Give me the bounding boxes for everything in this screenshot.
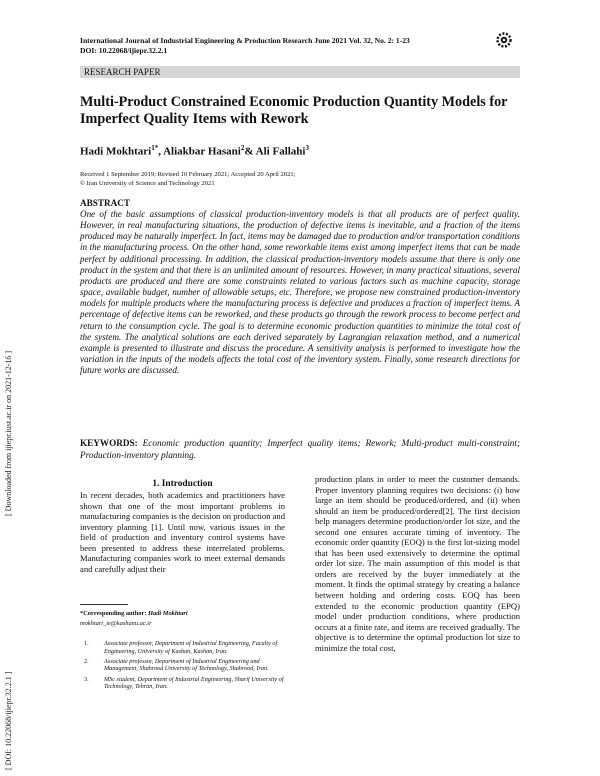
corresponding-label: *Corresponding author: [80, 610, 149, 617]
footnote-rule [80, 604, 128, 605]
footnote-number: 2. [84, 657, 89, 665]
footnote-text: Associate professor, Department of Industrial Engineering and Management, Shahrood University of Technology, Shahrood, Iran. [104, 657, 269, 673]
doi-line: DOI: 10.22068/ijiepr.32.2.1 [80, 46, 168, 55]
footnote [80, 676, 285, 691]
journal-header [80, 36, 520, 56]
side-watermark [0, 0, 22, 776]
corresponding-name: Hadi Mokhtari [148, 610, 188, 617]
introduction-column-2: production plans in order to meet the customer demands. Proper inventory planning requires two decisions: (i) how large an item should be produced/ordered, and (ii) when should an item be produced/ordered[2]. The first decision help managers determine production/order lot size, and the second one ensures accurate timing of inventory. The economic order quantity (EOQ) is the first lot-sizing model that has been used extensively to determine the optimal order lot size. The main assumption of this model is that orders are received by the buyer immediately at the moment. It finds the optimal strategy by creating a balance between holding and ordering costs. EOQ has been extended to the economic production quantity (EPQ) model under production conditions, where production occurs at a finite rate, and items are received gradually. The objective is to determine the optimal production lot size to minimize the total cost, [315, 474, 520, 653]
download-stamp: [ Downloaded from ijiepr.iust.ac.ir on 2021-12-16 ] [4, 350, 13, 516]
footnote-text: MSc student, Department of Industrial Engineering, Sharif University of Technology, Tehran, Iran. [104, 675, 284, 691]
journal-line: International Journal of Industrial Engineering & Production Research June 2021 Vol. 32, No. 2: 1-23 [80, 36, 410, 45]
footnote [80, 640, 285, 655]
footnotes [80, 640, 285, 693]
keywords [80, 438, 520, 461]
copyright-line: © Iran University of Science and Technology 2021 [80, 180, 215, 187]
journal-logo-icon [494, 30, 514, 50]
author-affiliation: 2 [240, 144, 245, 152]
abstract-text: One of the basic assumptions of classical production-inventory models is that all products are of perfect quality. However, in real manufacturing situations, the production of defective items is inevitable, and a fraction of the items produced may be naturally imperfect. In fact, items may be damaged due to production and/or transportation conditions in the manufacturing process. On the other hand, some reworkable items exist among imperfect items that can be made perfect by additional processing. In addition, the classical production-inventory models assume that there is only one product in the system and that there is an unlimited amount of resources. However, in many practical situations, several products are produced and there are some constraints related to various factors such as machine capacity, storage space, available budget, number of allowable setups, etc. Therefore, we propose new constrained production-inventory models for multiple products where the manufacturing process is defective and produces a fraction of imperfect items. A percentage of defective items can be reworked, and these products go through the rework process to become perfect and return to the consumption cycle. The goal is to determine economic production quantities to minimize the total cost of the system. The analytical solutions are each derived separately by Lagrangian relaxation method, and a numerical example is presented to illustrate and discuss the procedure. A sensitivity analysis is performed to investigate how the variation in the inputs of the models affects the total cost of the inventory system. Finally, some research directions for future works are discussed. [80, 209, 520, 376]
corresponding-author [80, 609, 285, 628]
author-name: Ali Fallahi [255, 145, 306, 158]
doi-stamp: [ DOI: 10.22068/ijiepr.32.2.1 ] [4, 671, 13, 770]
abstract-heading: ABSTRACT [80, 198, 131, 208]
keywords-text: Economic production quantity; Imperfect quality items; Rework; Multi-product multi-constraint; Production-inventory planning. [80, 438, 521, 460]
corresponding-email: mokhtari_ie@kashanu.ac.ir [80, 619, 152, 627]
received-dates: Received 1 September 2019; Revised 10 February 2021; Accepted 20 April 2021; [80, 171, 296, 178]
section-label: RESEARCH PAPER [80, 66, 520, 78]
footnote-number: 1. [84, 640, 89, 647]
keywords-label: KEYWORDS: [80, 438, 138, 448]
author-name: Hadi Mokhtari [80, 145, 152, 158]
introduction-column-1: In recent decades, both academics and practitioners have shown that one of the most important problems in manufacturing companies is the decision on production and inventory planning [1]. Until now, various issues in the field of production and inventory control systems have been presented to address these interrelated problems. Manufacturing companies work to meet external demands and carefully adjust their [80, 490, 286, 574]
author-separator: & [244, 145, 256, 158]
author-affiliation: 3 [305, 144, 309, 152]
author-separator: , [158, 145, 164, 158]
footnote-text: Associate professor, Department of Industrial Engineering, Faculty of Engineering, University of Kashan, Kashan, Iran. [104, 640, 278, 655]
author-name: Aliakbar Hasani [163, 145, 241, 158]
paper-title: Multi-Product Constrained Economic Production Quantity Models for Imperfect Quality Items with Rework [80, 94, 508, 127]
author-list [80, 144, 309, 158]
author-affiliation: 1* [151, 144, 159, 152]
footnote-number: 3. [84, 675, 89, 683]
introduction-heading: 1. Introduction [152, 479, 213, 489]
footnote [80, 658, 285, 673]
article-dates [80, 170, 520, 188]
